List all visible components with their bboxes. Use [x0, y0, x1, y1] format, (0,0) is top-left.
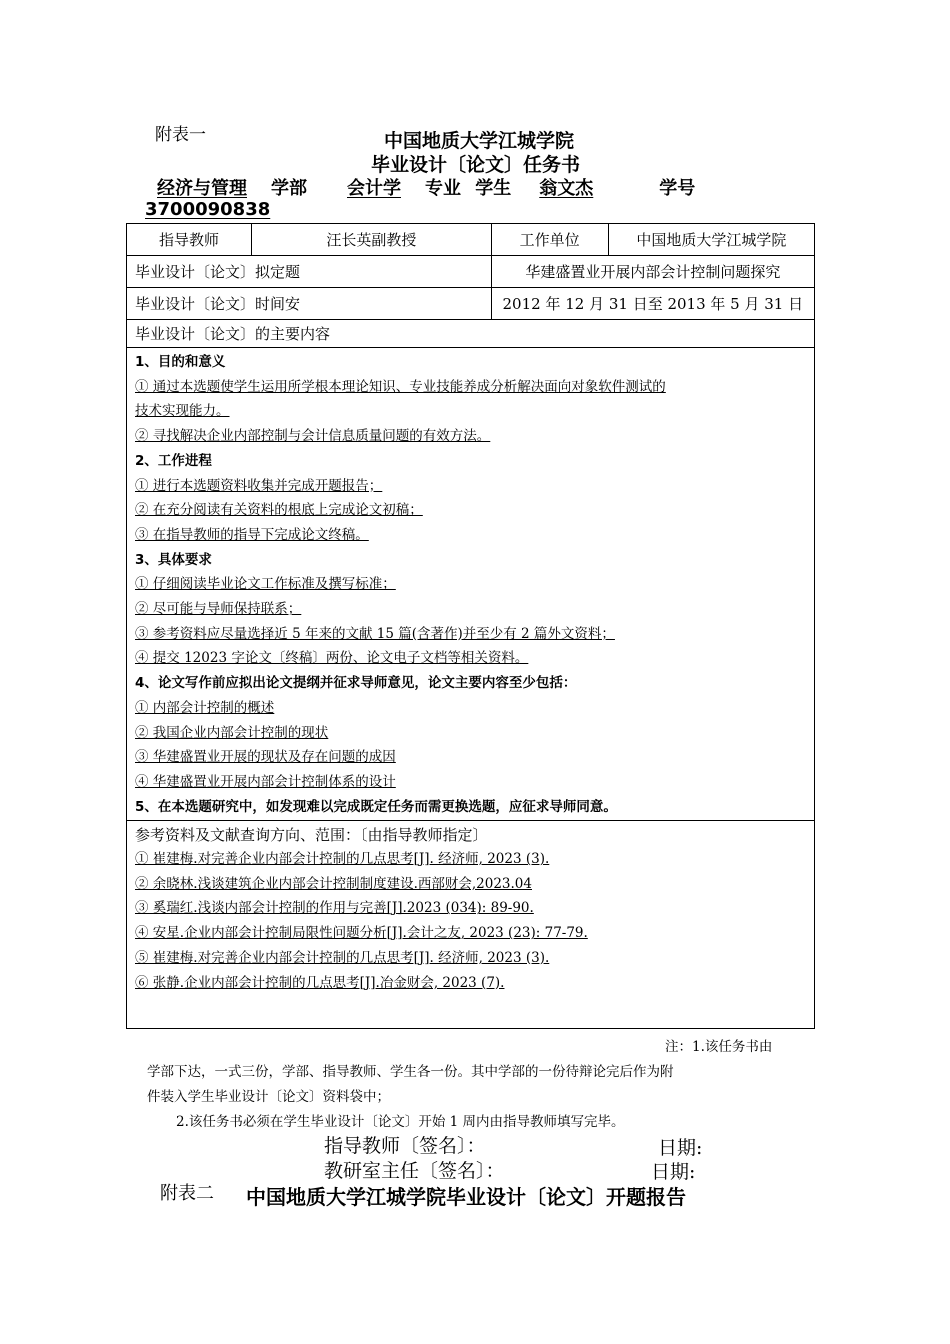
section-4-title: 4、论文写作前应拟出论文提纲并征求导师意见，论文主要内容至少包括： — [135, 675, 577, 692]
note-1-body: 学部下达，一式三份，学部、指导教师、学生各一份。其中学部的一份待辩论完后作为附 — [147, 1064, 674, 1080]
dept-value: 经济与管理 — [157, 178, 247, 199]
id-label: 学号 — [659, 178, 696, 199]
time-label: 毕业设计〔论文〕时间安 — [127, 288, 492, 320]
reference-item: ④ 安星.企业内部会计控制局限性问题分析[J].会计之友, 2023 (23): 77-79. — [135, 925, 588, 942]
appendix-label-2: 附表二 — [160, 1183, 214, 1204]
reference-item: ② 余晓林.浅谈建筑企业内部会计控制制度建设.西部财会,2023.04 — [135, 875, 532, 892]
signature-date-2: 日期: — [651, 1161, 696, 1183]
note-2: 2.该任务书必须在学生毕业设计〔论文〕开始 1 周内由指导教师填写完毕。 — [176, 1114, 625, 1130]
section-1-line: ② 寻找解决企业内部控制与会计信息质量问题的有效方法。 — [135, 428, 491, 445]
topic-label: 毕业设计〔论文〕拟定题 — [127, 256, 492, 288]
section-3-line: ① 仔细阅读毕业论文工作标准及撰写标准； — [135, 576, 396, 593]
student-info-line — [145, 174, 695, 200]
advisor-value: 汪长英副教授 — [252, 224, 492, 256]
section-3-line: ④ 提交 12023 字论文〔终稿〕两份、论文电子文档等相关资料。 — [135, 650, 529, 667]
report-title: 中国地质大学江城学院毕业设计〔论文〕开题报告 — [246, 1185, 686, 1209]
section-2-line: ② 在充分阅读有关资料的根底上完成论文初稿； — [135, 502, 423, 519]
reference-item: ⑤ 崔建梅.对完善企业内部会计控制的几点思考[J]. 经济师, 2023 (3). — [135, 949, 550, 966]
signature-date-1: 日期: — [658, 1137, 703, 1159]
section-2-line: ① 进行本选题资料收集并完成开题报告； — [135, 477, 383, 494]
reference-item: ① 崔建梅.对完善企业内部会计控制的几点思考[J]. 经济师, 2023 (3). — [135, 851, 550, 867]
topic-value: 华建盛置业开展内部会计控制问题探究 — [491, 256, 814, 288]
section-2-line: ③ 在指导教师的指导下完成论文终稿。 — [135, 526, 369, 543]
student-label: 学生 — [475, 178, 512, 199]
appendix-label-1: 附表一 — [155, 125, 206, 145]
advisor-signature: 指导教师〔签名〕： — [324, 1135, 486, 1157]
student-name: 翁文杰 — [539, 178, 594, 199]
section-4-line: ① 内部会计控制的概述 — [135, 699, 275, 716]
dept-label: 学部 — [271, 178, 307, 199]
time-value: 2012 年 12 月 31 日至 2013 年 5 月 31 日 — [491, 288, 814, 320]
section-1-line: 技术实现能力。 — [135, 403, 230, 420]
section-2-title: 2、工作进程 — [135, 452, 212, 469]
document-title: 毕业设计〔论文〕任务书 — [371, 154, 581, 176]
section-5-title: 5、在本选题研究中，如发现难以完成既定任务而需更换选题，应征求导师同意。 — [135, 798, 617, 815]
section-1-title: 1、目的和意义 — [135, 354, 226, 370]
student-id: 3700090838 — [145, 199, 271, 220]
school-title: 中国地质大学江城学院 — [384, 130, 575, 152]
advisor-label: 指导教师 — [127, 224, 252, 256]
section-1-line: ① 通过本选题使学生运用所学根本理论知识、专业技能养成分析解决面向对象软件测试的 — [135, 378, 666, 395]
major-label: 专业 — [425, 178, 461, 199]
references-cell — [127, 821, 815, 1029]
references-title: 参考资料及文献查询方向、范围：〔由指导教师指定〕 — [135, 826, 488, 844]
unit-label: 工作单位 — [491, 224, 608, 256]
main-content-cell — [127, 348, 815, 821]
task-table — [126, 223, 815, 1029]
director-signature: 教研室主任〔签名〕： — [324, 1160, 505, 1182]
content-label: 毕业设计〔论文〕的主要内容 — [127, 320, 815, 348]
section-3-line: ② 尽可能与导师保持联系； — [135, 601, 302, 618]
reference-item: ③ 奚瑞红.浅谈内部会计控制的作用与完善[J].2023 (034): 89-90. — [135, 900, 534, 917]
major-value: 会计学 — [347, 178, 401, 199]
unit-value: 中国地质大学江城学院 — [608, 224, 814, 256]
section-3-line: ③ 参考资料应尽量选择近 5 年来的文献 15 篇(含著作)并至少有 2 篇外文资料； — [135, 625, 615, 642]
section-4-line: ② 我国企业内部会计控制的现状 — [135, 724, 329, 741]
section-4-line: ④ 华建盛置业开展内部会计控制体系的设计 — [135, 773, 396, 790]
section-3-title: 3、具体要求 — [135, 551, 212, 568]
note-1-start: 注：1.该任务书由 — [665, 1039, 773, 1055]
note-1-end: 件装入学生毕业设计〔论文〕资料袋中； — [147, 1089, 390, 1105]
reference-item: ⑥ 张静.企业内部会计控制的几点思考[J].冶金财会, 2023 (7). — [135, 974, 505, 991]
section-4-line: ③ 华建盛置业开展的现状及存在问题的成因 — [135, 749, 396, 766]
